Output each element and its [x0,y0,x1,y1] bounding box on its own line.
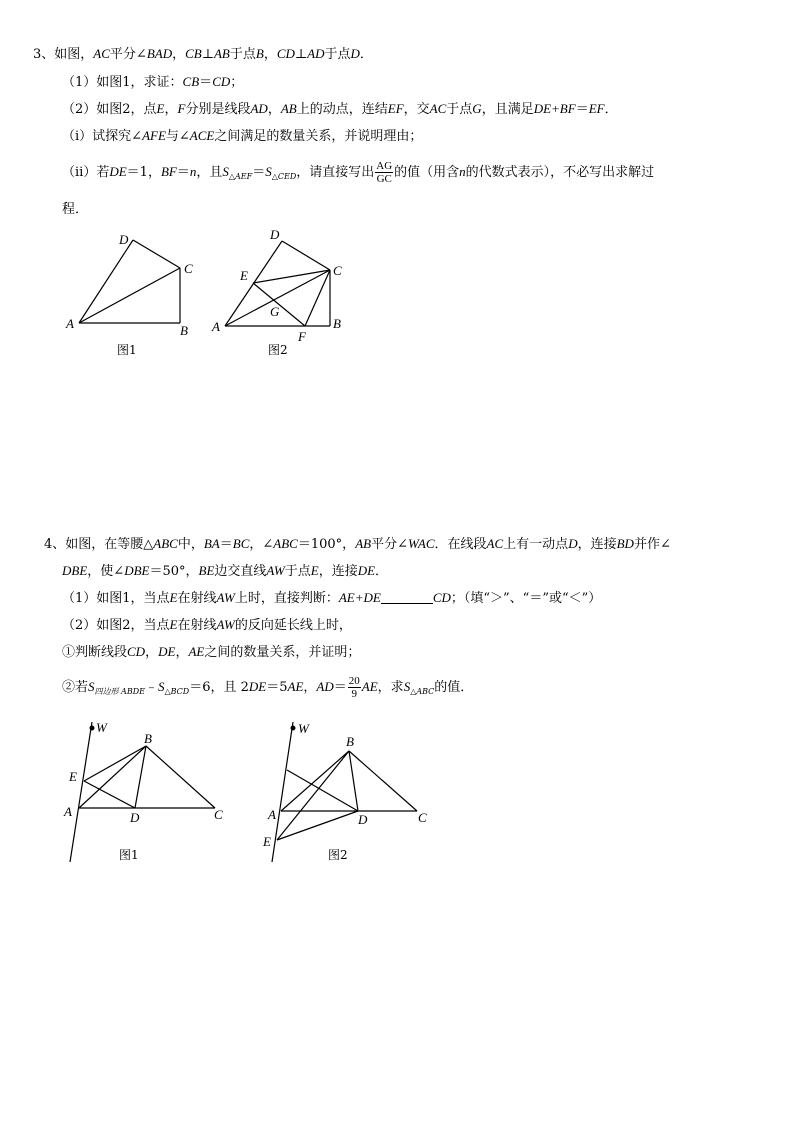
q4f2-BC [349,751,417,811]
q4f1-point-W [90,726,95,731]
q3f2-label-F: F [298,329,306,344]
q4f1-label-E: E [69,769,77,784]
q4f2-aux [287,770,358,811]
q3f1-label-B: B [180,323,188,338]
q3-part2: （2）如图2，点E，F分别是线段AD，AB上的动点，连结EF，交AC于点G，且满足DE+BF＝EF． [62,101,618,117]
answer-blank[interactable] [381,590,433,604]
q3-part2-ii: （ⅱ）若DE＝1，BF＝n，且$S_{\triangle AEF}=S_{\triangle CED}$，请直接写出 $\frac{AG}{GC}$ 的值（用含n的代数式表示），不必写出求解过 [62,160,655,185]
q3f1-label-D: D [119,232,129,247]
q4f2-caption: 图2 [328,848,348,862]
q3f1-label-A: A [66,316,74,331]
q3f1-label-C: C [184,261,193,276]
q4f2-label-D: D [358,812,368,827]
q4f2-label-E: E [263,834,271,849]
q4f1-label-W: W [96,720,107,735]
q3f1-DA [79,240,133,323]
q4-part2-sub2: ②若$S_{四边形 ABDE}﹣S_{\triangle BCD}=6$，且 2DE＝5AE，AD＝ $\frac{20}{9}$ AE，求$S_{\triangle ABC}$的值． [62,675,474,700]
q3f2-label-B: B [333,316,341,331]
q4f1-label-B: B [144,731,152,746]
q3-part1: （1）如图1，求证：CB＝CD； [62,74,244,90]
q4-stem: 4、如图，在等腰△ABC中，BA＝BC，∠ABC＝100°，AB平分∠WAC．在线段AC上有一动点D，连接BD并作∠ [44,536,671,552]
q3f2-label-C: C [333,263,342,278]
q3f2-label-D: D [270,227,280,242]
q3f2-label-E: E [240,268,248,283]
q4-part2: （2）如图2，当点E在射线AW的反向延长线上时， [62,617,352,633]
q4f1-BE [84,746,146,781]
q3f2-caption: 图2 [268,343,288,357]
q4f1-caption: 图1 [119,848,139,862]
q4-part1: （1）如图1，当点E在射线AW上时，直接判断：AE+DE CD；（填“＞”、“＝”或“＜”） [62,590,602,606]
q4f1-line-AW [70,722,92,862]
q4f1-AB [79,746,146,808]
q3f2-CD [282,241,330,270]
ag-gc-fraction: $\frac{AG}{GC}$ [376,160,393,185]
q3f2-label-A: A [212,319,220,334]
q4f2-line-AW [272,722,293,862]
q3-stem: 3、如图，AC平分∠BAD，CB⊥AB于点B，CD⊥AD于点D． [33,46,373,62]
q3f1-CD [133,240,180,268]
q3f1-caption: 图1 [117,343,137,357]
twenty-ninths-fraction: $\frac{20}{9}$ [348,675,360,700]
q4f2-BD [349,751,358,811]
q3-part2-i: （ⅰ）试探究∠AFE与∠ACE之间满足的数量关系，并说明理由； [62,128,423,144]
q4f1-label-D: D [130,810,140,825]
q4f1-label-C: C [214,807,223,822]
q3f2-label-G: G [270,304,280,319]
q4-stem-cont: DBE，使∠DBE＝50°，BE边交直线AW于点E，连接DE． [62,563,389,579]
q4f2-label-B: B [346,734,354,749]
q4f2-label-A: A [268,807,276,822]
q4-part2-sub1: ①判断线段CD，DE，AE之间的数量关系，并证明； [62,644,361,660]
q4f2-point-W [291,726,296,731]
q3f2-FC [305,270,330,326]
q3f1-AC [79,268,180,323]
q4f1-BC [146,746,215,808]
q4f2-label-W: W [298,721,309,736]
q4f2-label-C: C [418,810,427,825]
q4f1-label-A: A [64,804,72,819]
q4f1-ED [84,781,135,808]
q3-part2-ii-cont: 程． [62,202,89,217]
q4f2-AB [281,751,349,811]
